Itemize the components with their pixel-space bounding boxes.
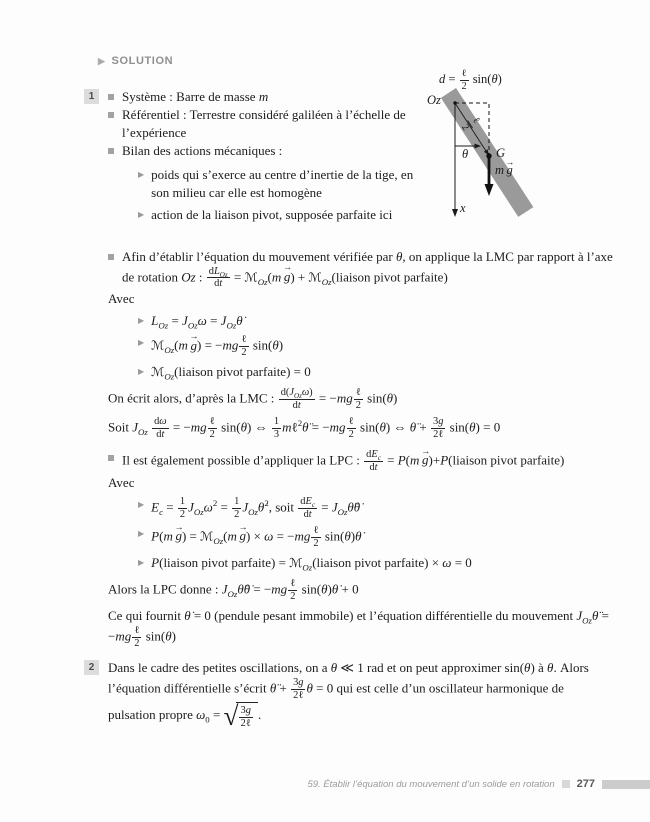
eq-power-pivot: [138, 554, 614, 572]
lmc-final-equation: Soit $J_{Oz}$ $\frac{d\omega}{dt}$ = −mg $\frac{\text{ℓ}}{2}$ sin(θ) ⇔ $\frac{1}{3}$ mℓ$^2$θ̈ = −mg $\frac{\text{ℓ}}{2}$ sin(θ) ⇔ θ̈ + $\frac{3g}{\text{2ℓ}}$ sin(θ) = 0: [108, 416, 501, 441]
lpc-conclusion: Ce qui fournit θ̇ = 0 (pendule pesant immobile) et l’équation différentielle du mouvement $J_{Oz}\thetä = -mg$ $\frac{\text{ℓ}}{2}$ sin(θ): [108, 607, 609, 649]
triangle-bullet-icon: ▶: [138, 528, 145, 538]
eq-moment-gravity: [138, 331, 614, 359]
bullet-square-icon: [108, 254, 114, 260]
solution-label: SOLUTION: [111, 55, 174, 67]
item-2-badge: 2: [84, 660, 99, 675]
pivot-axis-label: Oz: [427, 93, 441, 107]
triangle-bullet-icon: ▶: [138, 338, 145, 348]
triangle-bullet-icon: ▶: [138, 209, 145, 219]
item-1-badge: 1: [84, 89, 99, 104]
bullet-square-icon: [108, 148, 114, 154]
avec-label-1: Avec: [108, 291, 135, 307]
eq-angular-momentum-text: $L_{Oz} = J_{Oz}\omega$ = $J_{Oz}\thetȧ$: [151, 313, 243, 331]
triangle-bullet-icon: ▶: [138, 367, 145, 377]
lmc-intro-text: Afin d’établir l’équation du mouvement vérifiée par θ, on applique la LMC par rapport à l’axe de rotation Oz : $\frac{dL_{Oz}}{dt}$ = ℳ$_{Oz}$(m g → ) + ℳ$_{Oz}$(liaison pivot parfaite): [122, 248, 613, 290]
item-1-body: [108, 88, 614, 649]
bilan-text: Bilan des actions mécaniques :: [122, 142, 283, 158]
triangle-bullet-icon: ▶: [138, 316, 145, 326]
eq-kinetic-energy: [138, 496, 614, 521]
eq-kinetic-energy-text: $E_c$ = $\frac{1}{2}$ $J_{Oz}\omega^2$ = $\frac{1}{2}$ $J_{Oz}\thetȧ^2$, soit $\frac{dE_c}{dt}$ = $J_{Oz}\thetä\thetȧ$: [151, 495, 361, 520]
lmc-paragraph: [108, 248, 614, 291]
referentiel-text: Référentiel : Terrestre considéré galiléen à l’échelle de l’expérience: [122, 106, 406, 140]
poids-text: poids qui s’exerce au centre d’inertie de la tige, en son milieu car elle est homogène: [151, 166, 414, 200]
lpc-equation: Alors la LPC donne : $J_{Oz}\thetä\thetȧ = -mg$ $\frac{\text{ℓ}}{2}$ sin(θ)θ̇ + 0: [108, 577, 359, 602]
bullet-square-icon: [108, 112, 114, 118]
weight-vector-label: m g →: [495, 156, 515, 177]
solution-content: [84, 88, 614, 730]
lpc-intro-text: Il est également possible d’appliquer la LPC : $\frac{dE_c}{dt}$ = P(m g → )+P(liaison pivot parfaite): [122, 445, 565, 473]
eq-moment-pivot: [138, 363, 614, 381]
center-of-mass-label: G: [496, 146, 506, 160]
footer-bar: [602, 780, 650, 789]
footer-page-number: 277: [576, 778, 595, 790]
system-text: Système : Barre de masse m: [122, 89, 269, 104]
lmc-derivation: On écrit alors, d’après la LMC : $\frac{d(J_{Oz}\omega)}{dt}$ = −mg $\frac{\text{ℓ}}{2}$ sin(θ): [108, 387, 398, 412]
sub-bullet-poids: [138, 166, 430, 202]
solution-header: [98, 55, 173, 67]
item-1: [84, 88, 614, 649]
eq-moment-pivot-text: ℳ$_{Oz}$(liaison pivot parfaite) = 0: [151, 364, 311, 382]
eq-power-gravity: [138, 521, 614, 550]
bullet-square-icon: [108, 455, 114, 461]
item-2: [84, 659, 614, 730]
theta-label: θ: [462, 147, 469, 161]
sub-bullet-liaison: [138, 206, 430, 224]
bilan-bullet: [108, 142, 430, 160]
triangle-bullet-icon: ▶: [138, 169, 145, 179]
eq-moment-gravity-text: ℳ$_{Oz}$(m g → ) = −mg $\frac{\text{ℓ}}{2}$ sin(θ): [151, 331, 284, 359]
system-bullet: [108, 88, 430, 106]
footer-square-icon: [562, 780, 570, 788]
avec-label-2: Avec: [108, 474, 135, 490]
triangle-bullet-icon: ▶: [138, 557, 145, 567]
item-1-intro-block: [108, 88, 430, 224]
footer-chapter-title: 59. Établir l’équation du mouvement d’un solide en rotation: [307, 778, 555, 790]
half-length-label: ℓ 2: [459, 115, 482, 133]
triangle-bullet-icon: ▶: [138, 499, 145, 509]
eq-angular-momentum: [138, 312, 614, 330]
x-axis-label: x: [460, 201, 466, 215]
referentiel-bullet: [108, 106, 430, 142]
distance-formula-label: d = $\frac{\text{ℓ}}{2}$ sin(θ): [439, 68, 502, 92]
bullet-square-icon: [108, 94, 114, 100]
lpc-paragraph: [108, 445, 614, 474]
liaison-text: action de la liaison pivot, supposée parfaite ici: [151, 206, 393, 222]
small-oscillations-paragraph: Dans le cadre des petites oscillations, on a θ ≪ 1 rad et on peut approximer sin(θ) à θ. Alors l’équation différentielle s’écrit θ̈ + $\frac{3g}{\text{2ℓ}}$ θ = 0 qui est celle d’un oscillateur harmonique de pulsation propre $\omega_0$ = √ $\frac{3g}{\text{2ℓ}}$ .: [108, 660, 589, 731]
eq-power-pivot-text: P(liaison pivot parfaite) = ℳ$_{Oz}$(liaison pivot parfaite) × ω = 0: [151, 554, 472, 573]
eq-power-gravity-text: P(m g → ) = ℳ$_{Oz}$(m g → ) × ω = −mg $\frac{\text{ℓ}}{2}$ sin(θ)θ̇: [151, 521, 362, 549]
page-footer: [0, 776, 650, 792]
solution-arrow-icon: ▶: [98, 55, 106, 66]
